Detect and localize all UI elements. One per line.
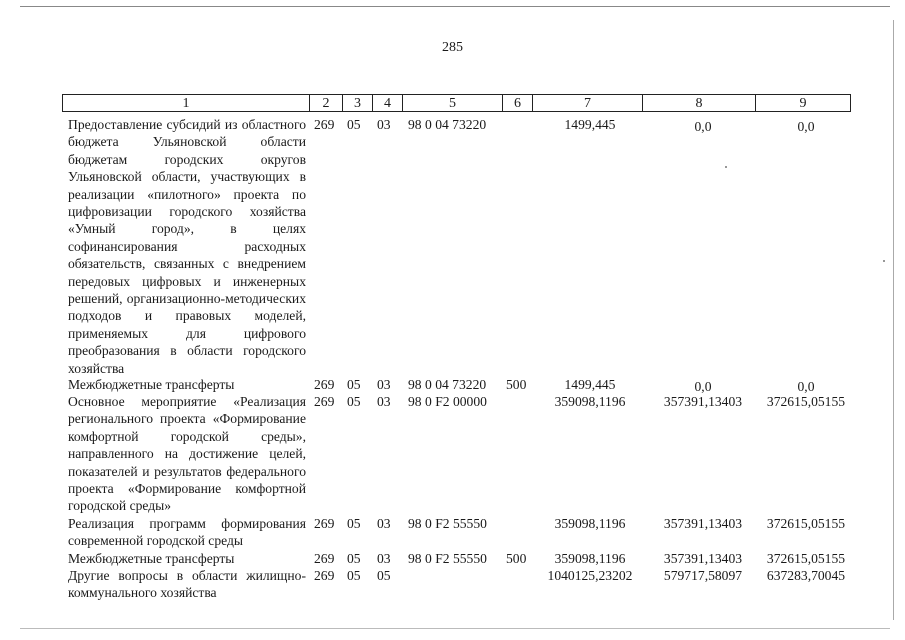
scan-edge-top bbox=[20, 6, 890, 7]
row-col-3: 05 bbox=[347, 568, 361, 583]
row-name: Основное мероприятие «Реализация регионального проекта «Формирование комфортной городской среды», направленного на достижение целей, показателей и результатов федерального проекта «Формирование комфортной городской среды» bbox=[68, 394, 306, 514]
row-col-8: 357391,13403 bbox=[663, 551, 743, 566]
row-col-3: 05 bbox=[347, 377, 361, 392]
row-name: Реализация программ формирования современной городской среды bbox=[68, 516, 306, 549]
row-col-5: 98 0 F2 55550 bbox=[408, 516, 487, 531]
header-cell-4: 4 bbox=[373, 94, 403, 112]
row-col-7: 1499,445 bbox=[564, 117, 616, 132]
row-col-3: 05 bbox=[347, 394, 361, 409]
row-col-8: 357391,13403 bbox=[663, 516, 743, 531]
row-col-2: 269 bbox=[314, 568, 335, 583]
row-col-9: 637283,70045 bbox=[766, 568, 846, 583]
row-col-5: 98 0 04 73220 bbox=[408, 117, 487, 132]
row-col-4: 03 bbox=[377, 394, 391, 409]
row-name: Межбюджетные трансферты bbox=[68, 377, 235, 392]
row-col-7: 1040125,23202 bbox=[547, 568, 633, 583]
scan-speck bbox=[883, 260, 885, 262]
row-col-7: 1499,445 bbox=[564, 377, 616, 392]
row-col-3: 05 bbox=[347, 551, 361, 566]
row-col-9: 372615,05155 bbox=[766, 394, 846, 409]
row-col-6: 500 bbox=[506, 377, 527, 392]
header-cell-6: 6 bbox=[503, 94, 533, 112]
row-col-4: 03 bbox=[377, 516, 391, 531]
row-name: Предоставление субсидий из областного бюджета Ульяновской области бюджетам городских округов Ульяновской области, участвующих в реализации «пилотного» проекта по цифровизации городского хозяйства «Умный город», в целях софинансирования расходных обязательств, связанных с внедрением передовых цифровых и инженерных решений, организационно-методических подходов и правовых моделей, применяемых для цифрового преобразования в области городского хозяйства bbox=[68, 117, 306, 376]
scan-edge-bottom bbox=[20, 628, 890, 629]
row-col-9: 372615,05155 bbox=[766, 516, 846, 531]
row-col-6: 500 bbox=[506, 551, 527, 566]
row-col-8: 0,0 bbox=[694, 119, 712, 134]
row-col-7: 359098,1196 bbox=[554, 394, 626, 409]
page-number: 285 bbox=[442, 40, 463, 55]
row-col-4: 03 bbox=[377, 377, 391, 392]
row-col-4: 03 bbox=[377, 551, 391, 566]
row-col-9: 0,0 bbox=[797, 119, 815, 134]
row-col-8: 579717,58097 bbox=[663, 568, 743, 583]
row-col-7: 359098,1196 bbox=[554, 516, 626, 531]
row-col-5: 98 0 F2 00000 bbox=[408, 394, 487, 409]
row-col-5: 98 0 F2 55550 bbox=[408, 551, 487, 566]
row-col-2: 269 bbox=[314, 516, 335, 531]
header-cell-1: 1 bbox=[62, 94, 310, 112]
row-col-2: 269 bbox=[314, 551, 335, 566]
scan-edge-right bbox=[893, 20, 894, 620]
header-cell-7: 7 bbox=[533, 94, 643, 112]
row-name: Межбюджетные трансферты bbox=[68, 551, 235, 566]
row-col-3: 05 bbox=[347, 516, 361, 531]
row-col-3: 05 bbox=[347, 117, 361, 132]
scan-speck bbox=[725, 166, 727, 168]
row-col-8: 357391,13403 bbox=[663, 394, 743, 409]
row-col-5: 98 0 04 73220 bbox=[408, 377, 487, 392]
row-col-9: 372615,05155 bbox=[766, 551, 846, 566]
row-col-2: 269 bbox=[314, 117, 335, 132]
header-cell-3: 3 bbox=[343, 94, 373, 112]
row-col-8: 0,0 bbox=[694, 379, 712, 394]
header-cell-2: 2 bbox=[310, 94, 343, 112]
row-col-2: 269 bbox=[314, 377, 335, 392]
row-col-4: 03 bbox=[377, 117, 391, 132]
row-col-2: 269 bbox=[314, 394, 335, 409]
header-cell-5: 5 bbox=[403, 94, 503, 112]
row-name: Другие вопросы в области жилищно-коммунального хозяйства bbox=[68, 568, 306, 601]
header-cell-9: 9 bbox=[756, 94, 851, 112]
row-col-4: 05 bbox=[377, 568, 391, 583]
row-col-9: 0,0 bbox=[797, 379, 815, 394]
row-col-7: 359098,1196 bbox=[554, 551, 626, 566]
header-cell-8: 8 bbox=[643, 94, 756, 112]
